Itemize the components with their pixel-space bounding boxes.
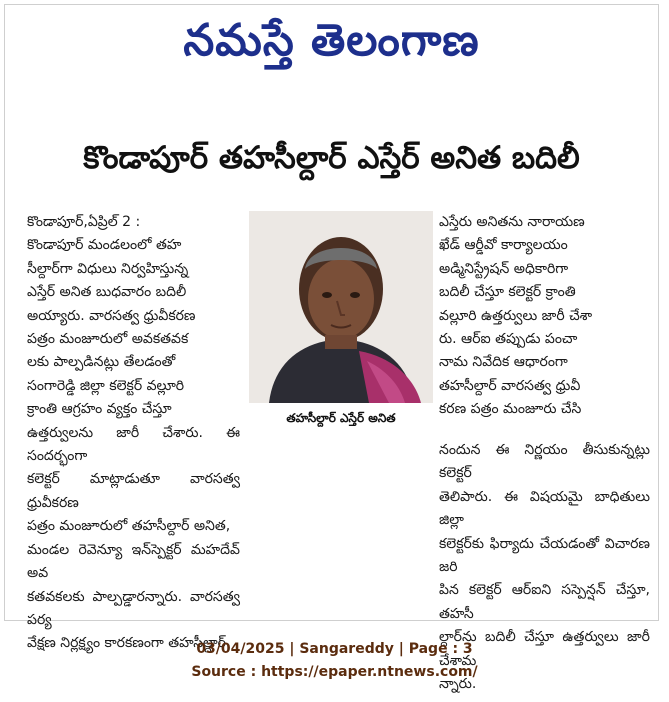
previous-article-cutoff — [13, 95, 613, 109]
text-line: ఖేడ్ ఆర్డీవో కార్యాలయం — [439, 237, 568, 254]
text-line: కతవకలకు పాల్పడ్డారన్నారు. వారసత్వ పర్య — [27, 588, 240, 628]
text-line: రు. ఆర్ఐ తప్పుడు పంచా — [439, 331, 578, 348]
text-line: సంగారెడ్డి జిల్లా కలెక్టర్ వల్లూరి — [27, 377, 185, 394]
text-line: ఎస్తేరు అనితను నారాయణ — [439, 214, 585, 230]
text-line: నామ నివేదిక ఆధారంగా — [439, 354, 568, 371]
text-line: తెలిపారు. ఈ విషయమై బాధితులు జిల్లా — [439, 488, 650, 529]
text-line: కొండాపూర్ మండలంలో తహ — [27, 237, 182, 254]
text-line: వేక్షణ నిర్లక్ష్యం కారకణంగా తహసీల్దార్ — [27, 635, 226, 652]
article-column-1 — [27, 211, 240, 656]
text-line: కలెక్టర్‌కు ఫిర్యాదు చేయడంతో విచారణ జరి — [439, 535, 650, 576]
text-line: న్నారు. — [439, 676, 477, 693]
text-line: ఎస్తేర్ అనిత బుధవారం బదిలీ — [27, 284, 187, 301]
footer-source: Source : https://epaper.ntnews.com/ — [191, 664, 478, 680]
article-column-3 — [439, 211, 647, 422]
portrait-illustration — [249, 211, 433, 403]
text-line: బదిలీ చేస్తూ కలెక్టర్ క్రాంతి — [439, 284, 576, 301]
text-line: వల్లూరి ఉత్తర్వులు జారీ చేశా — [439, 307, 593, 324]
newspaper-masthead: నమస్తే తెలంగాణ — [183, 15, 480, 66]
text-line: ఉత్తర్వులను జారీ చేశారు. ఈ సందర్భంగా — [27, 424, 240, 465]
text-line: ల్దార్‌ను బదిలీ చేస్తూ ఉత్తర్వులు జారీ చేశామ — [439, 629, 650, 669]
article-headline: కొండాపూర్ తహసీల్దార్ ఎస్తేర్ అనిత బదిలీ — [83, 140, 580, 176]
text-line: మండల రెవెన్యూ ఇన్‌స్పెక్టర్ మహదేవ్ అవ — [27, 541, 240, 582]
text-line: పత్రం మంజూరులో తహసీల్దార్ అనిత, — [27, 518, 231, 535]
text-line: అడ్మినిస్ట్రేషన్ అధికారిగా — [439, 260, 569, 277]
text-line: పిన కలెక్టర్ ఆర్ఐని సస్పెన్షన్ చేస్తూ, తహసీ — [439, 582, 650, 622]
text-line: కరణ పత్రం మంజూరు చేసి — [439, 401, 582, 418]
text-line: సీల్దార్‌గా విధులు నిర్వహిస్తున్న — [27, 260, 189, 277]
text-line: తహసీల్దార్ వారసత్వ ధ్రువీ — [439, 377, 581, 394]
article-wide-bottom — [250, 439, 650, 696]
text-line: నందున ఈ నిర్ణయం తీసుకున్నట్లు కలెక్టర్ — [439, 442, 650, 482]
text-line: పత్రం మంజూరులో అవకతవక — [27, 331, 189, 348]
footer-date-edition: 03/04/2025 | Sangareddy | Page : 3 — [196, 641, 473, 657]
text-line: లకు పాల్పడినట్లు తేలడంతో — [27, 354, 176, 371]
tahsildar-portrait-photo — [249, 211, 433, 403]
text-line: కలెక్టర్ మాట్లాడుతూ వారసత్వ ధ్రువీకరణ — [27, 471, 240, 511]
text-line: కొండాపూర్,ఏప్రిల్ 2 : — [27, 214, 141, 230]
text-line: క్రాంతి ఆగ్రహం వ్యక్తం చేస్తూ — [27, 401, 172, 418]
text-line: అయ్యారు. వారసత్వ ధ్రువీకరణ — [27, 307, 196, 324]
photo-caption: తహసీల్దార్ ఎస్తేర్ అనిత — [286, 411, 396, 425]
